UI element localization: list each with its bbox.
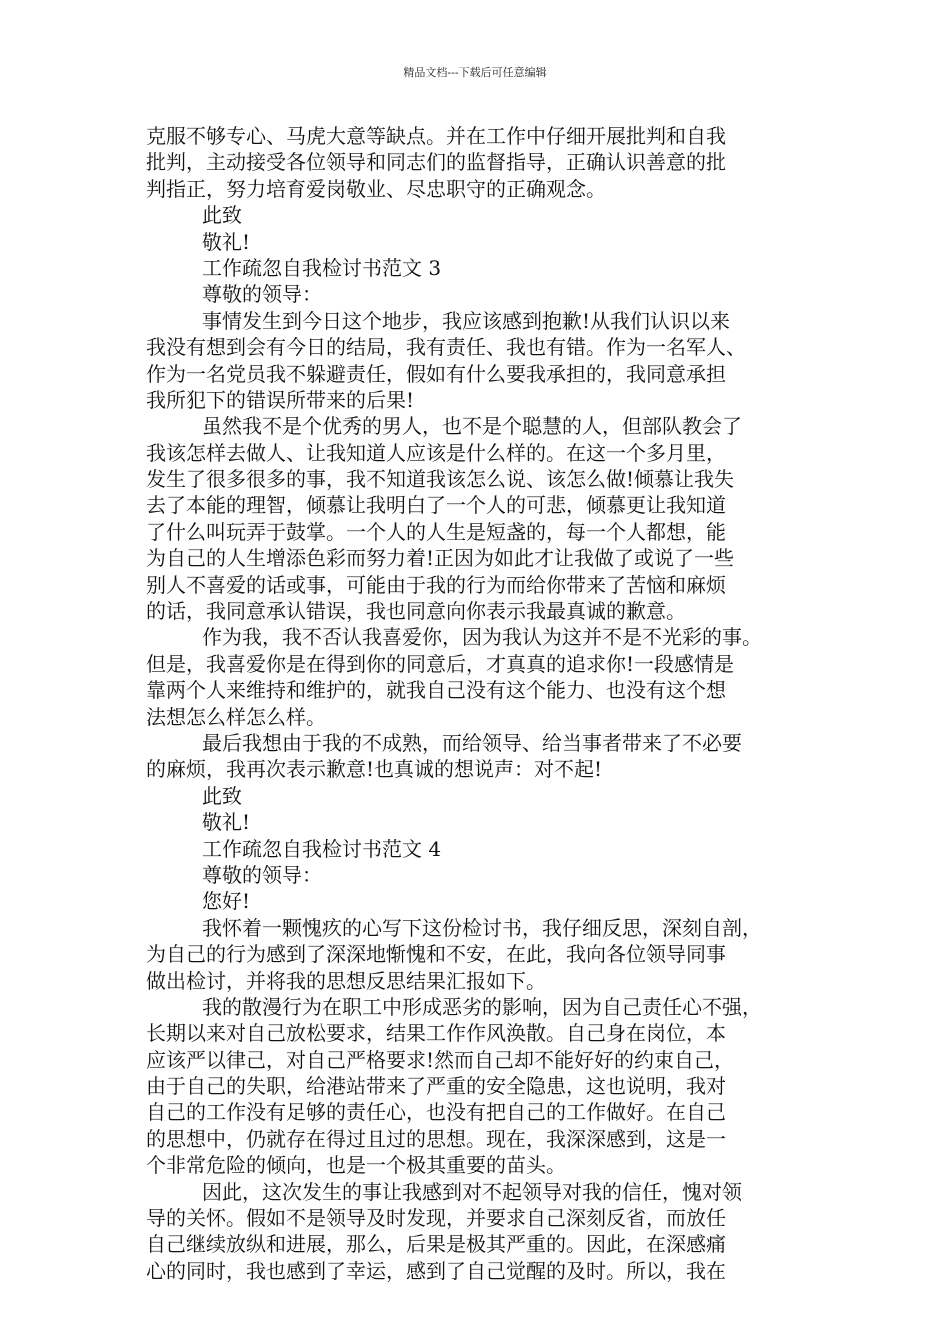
text-line: 我的散漫行为在职工中形成恶劣的影响，因为自己责任心不强， xyxy=(202,994,762,1019)
document-body xyxy=(146,123,816,1284)
text-line: 您好! xyxy=(202,889,251,914)
text-line: 我所犯下的错误所带来的后果! xyxy=(146,387,415,412)
text-line: 事情发生到今日这个地步，我应该感到抱歉!从我们认识以来 xyxy=(202,308,731,333)
text-line: 虽然我不是个优秀的男人，也不是个聪慧的人，但部队教会了 xyxy=(202,414,742,439)
text-line: 因此，这次发生的事让我感到对不起领导对我的信任，愧对领 xyxy=(202,1179,742,1204)
text-line: 长期以来对自己放松要求，结果工作作风涣散。自己身在岗位，本 xyxy=(146,1021,726,1046)
text-line: 此致 xyxy=(202,203,242,228)
text-line: 批判，主动接受各位领导和同志们的监督指导，正确认识善意的批 xyxy=(146,150,726,175)
text-line: 最后我想由于我的不成熟，而给领导、给当事者带来了不必要 xyxy=(202,730,742,755)
text-line: 此致 xyxy=(202,783,242,808)
text-line: 敬礼! xyxy=(202,229,251,254)
text-line: 的思想中，仍就存在得过且过的思想。现在，我深深感到，这是一 xyxy=(146,1126,726,1151)
text-line: 为自己的人生增添色彩而努力着!正因为如此才让我做了或说了一些 xyxy=(146,546,735,571)
text-line: 自己继续放纵和进展，那么，后果是极其严重的。因此，在深感痛 xyxy=(146,1232,726,1257)
text-line: 的话，我同意承认错误，我也同意向你表示我最真诚的歉意。 xyxy=(146,599,686,624)
text-line: 自己的工作没有足够的责任心，也没有把自己的工作做好。在自己 xyxy=(146,1100,726,1125)
text-line: 敬礼! xyxy=(202,810,251,835)
text-line: 我该怎样去做人、让我知道人应该是什么样的。在这一个多月里， xyxy=(146,440,726,465)
text-line: 尊敬的领导： xyxy=(202,282,322,307)
text-line: 的麻烦，我再次表示歉意!也真诚的想说声：对不起! xyxy=(146,757,603,782)
text-line: 去了本能的理智，倾慕让我明白了一个人的可悲，倾慕更让我知道 xyxy=(146,493,726,518)
text-line: 心的同时，我也感到了幸运，感到了自己觉醒的及时。所以，我在 xyxy=(146,1258,726,1283)
text-line: 作为一名党员我不躲避责任，假如有什么要我承担的，我同意承担 xyxy=(146,361,726,386)
text-line: 作为我，我不否认我喜爱你，因为我认为这并不是不光彩的事。 xyxy=(202,625,762,650)
page-header: 精品文档---下载后可任意编辑 xyxy=(403,66,547,79)
text-line: 发生了很多很多的事，我不知道我该怎么说、该怎么做!倾慕让我失 xyxy=(146,467,735,492)
text-line: 工作疏忽自我检讨书范文 4 xyxy=(202,836,442,861)
text-line: 应该严以律己，对自己严格要求!然而自己却不能好好的约束自己， xyxy=(146,1047,735,1072)
text-line: 尊敬的领导： xyxy=(202,862,322,887)
text-line: 工作疏忽自我检讨书范文 3 xyxy=(202,255,442,280)
text-line: 做出检讨，并将我的思想反思结果汇报如下。 xyxy=(146,968,546,993)
text-line: 我没有想到会有今日的结局，我有责任、我也有错。作为一名军人、 xyxy=(146,335,746,360)
text-line: 但是，我喜爱你是在得到你的同意后，才真真的追求你!一段感情是 xyxy=(146,651,735,676)
text-line: 靠两个人来维持和维护的，就我自己没有这个能力、也没有这个想 xyxy=(146,678,726,703)
text-line: 我怀着一颗愧疚的心写下这份检讨书，我仔细反思，深刻自剖， xyxy=(202,915,762,940)
text-line: 由于自己的失职，给港站带来了严重的安全隐患，这也说明，我对 xyxy=(146,1074,726,1099)
text-line: 克服不够专心、马虎大意等缺点。并在工作中仔细开展批判和自我 xyxy=(146,124,726,148)
text-line: 别人不喜爱的话或事，可能由于我的行为而给你带来了苦恼和麻烦 xyxy=(146,572,726,597)
text-line: 判指正，努力培育爱岗敬业、尽忠职守的正确观念。 xyxy=(146,176,606,201)
text-line: 了什么叫玩弄于鼓掌。一个人的人生是短盏的，每一个人都想，能 xyxy=(146,519,726,544)
text-line: 个非常危险的倾向，也是一个极其重要的苗头。 xyxy=(146,1153,566,1178)
text-line: 法想怎么样怎么样。 xyxy=(146,704,326,729)
text-line: 为自己的行为感到了深深地惭愧和不安，在此，我向各位领导同事 xyxy=(146,942,726,967)
text-line: 导的关怀。假如不是领导及时发现，并要求自己深刻反省，而放任 xyxy=(146,1206,726,1231)
